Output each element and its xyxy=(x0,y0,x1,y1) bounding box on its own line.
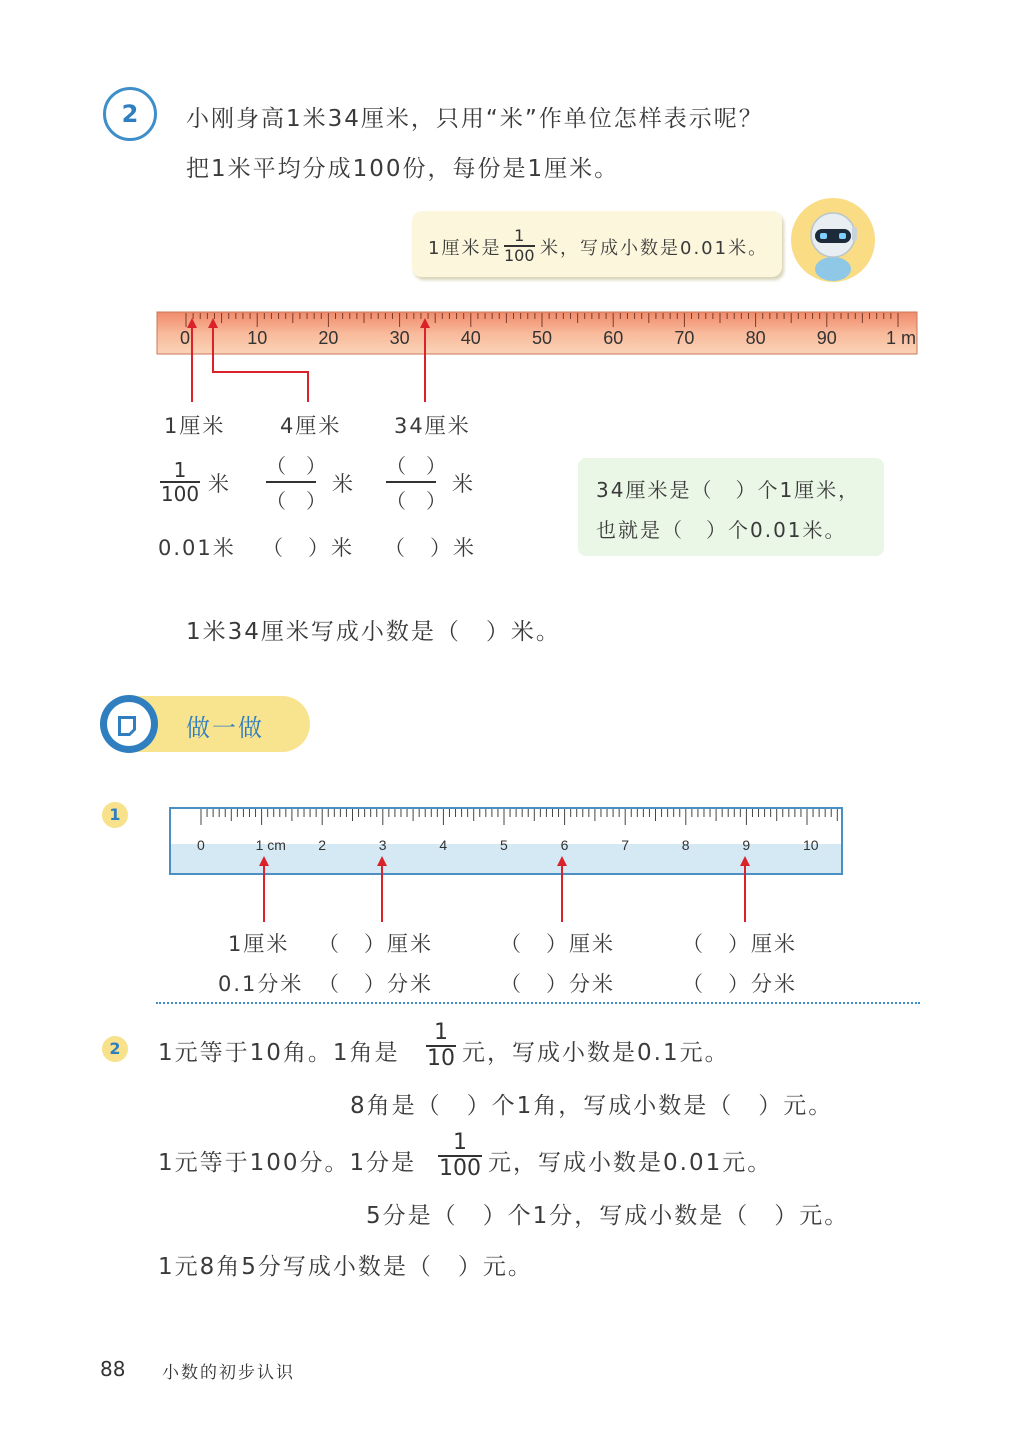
cm-tick-label: 8 xyxy=(681,837,690,853)
exercise-1-badge: 1 xyxy=(102,802,128,828)
meter-ruler xyxy=(156,306,920,406)
meter-tick-label: 0 xyxy=(180,328,191,348)
cm-tick-label: 9 xyxy=(742,837,751,853)
ex1-row2-item: 0.1分米 xyxy=(218,972,304,996)
ex1-row1-item[interactable]: （ ）厘米 xyxy=(682,932,797,956)
cm-ruler xyxy=(168,804,844,924)
col2-blank-fraction[interactable]: （ ） （ ） xyxy=(266,454,326,513)
meter-tick-label: 10 xyxy=(247,328,268,348)
cm-tick-label: 3 xyxy=(378,837,387,853)
cm-tick-label: 10 xyxy=(803,837,819,853)
col1-fraction: 1 100 xyxy=(160,458,200,506)
ex1-row2-item[interactable]: （ ）分米 xyxy=(500,972,615,996)
chapter-title: 小数的初步认识 xyxy=(162,1363,295,1383)
ex2-line-5[interactable]: 1元8角5分写成小数是（ ）元。 xyxy=(158,1254,533,1280)
problem-question: 小刚身高1米34厘米，只用“米”作单位怎样表示呢？ xyxy=(186,106,764,132)
col3-label: 34厘米 xyxy=(394,414,471,438)
ex1-row2-item[interactable]: （ ）分米 xyxy=(318,972,433,996)
cm-tick-label: 0 xyxy=(197,837,205,853)
robot-avatar-icon xyxy=(790,197,876,283)
page-number: 88 xyxy=(100,1357,126,1381)
do-it-icon xyxy=(99,694,159,754)
exercise-2-badge: 2 xyxy=(102,1036,128,1062)
ex1-row1-item: 1厘米 xyxy=(228,932,290,956)
meter-tick-label: 80 xyxy=(745,328,766,348)
do-it-title: 做一做 xyxy=(186,714,264,742)
col1-decimal: 0.01米 xyxy=(158,536,236,560)
cm-tick-label: 7 xyxy=(621,837,629,853)
ex2-line-1: 1元等于10角。1角是 1 10 元，写成小数是0.1元。 xyxy=(158,1020,730,1071)
cm-tick-label: 2 xyxy=(318,837,326,853)
col1-label: 1厘米 xyxy=(164,414,226,438)
meter-tick-label: 20 xyxy=(318,328,339,348)
meter-tick-label: 1 m xyxy=(886,328,917,348)
ex1-row1-item[interactable]: （ ）厘米 xyxy=(500,932,615,956)
ex2-line-2[interactable]: 8角是（ ）个1角，写成小数是（ ）元。 xyxy=(350,1093,834,1119)
meter-tick-label: 30 xyxy=(389,328,410,348)
col2-unit: 米 xyxy=(332,472,355,496)
hint-line-2: 也就是（ ）个0.01米。 xyxy=(596,518,847,542)
col3-blank-fraction[interactable]: （ ） （ ） xyxy=(386,454,446,513)
cm-tick-label: 1 cm xyxy=(255,837,286,853)
bubble-text: 1厘米是 1 100 米，写成小数是0.01米。 xyxy=(428,226,769,265)
hint-line-1: 34厘米是（ ）个1厘米， xyxy=(596,478,861,502)
cm-tick-label: 4 xyxy=(439,837,448,853)
ex1-row1-item[interactable]: （ ）厘米 xyxy=(318,932,433,956)
cm-tick-label: 6 xyxy=(560,837,569,853)
col2-label: 4厘米 xyxy=(280,414,342,438)
col2-decimal[interactable]: （ ）米 xyxy=(262,536,354,560)
ex1-row2-item[interactable]: （ ）分米 xyxy=(682,972,797,996)
problem-number-badge: 2 xyxy=(103,87,157,141)
meter-tick-label: 60 xyxy=(603,328,624,348)
col1-unit: 米 xyxy=(208,472,231,496)
problem-conclusion[interactable]: 1米34厘米写成小数是（ ）米。 xyxy=(186,619,561,645)
cm-tick-label: 5 xyxy=(500,837,508,853)
ex2-line-4[interactable]: 5分是（ ）个1分，写成小数是（ ）元。 xyxy=(366,1203,850,1229)
col3-decimal[interactable]: （ ）米 xyxy=(384,536,476,560)
meter-tick-label: 90 xyxy=(816,328,837,348)
section-divider xyxy=(156,1002,920,1004)
meter-tick-label: 70 xyxy=(674,328,695,348)
ex2-line-3: 1元等于100分。1分是 1 100 元，写成小数是0.01元。 xyxy=(158,1130,773,1181)
meter-tick-label: 50 xyxy=(532,328,553,348)
problem-explanation: 把1米平均分成100份，每份是1厘米。 xyxy=(186,156,620,182)
col3-unit: 米 xyxy=(452,472,475,496)
meter-tick-label: 40 xyxy=(460,328,481,348)
